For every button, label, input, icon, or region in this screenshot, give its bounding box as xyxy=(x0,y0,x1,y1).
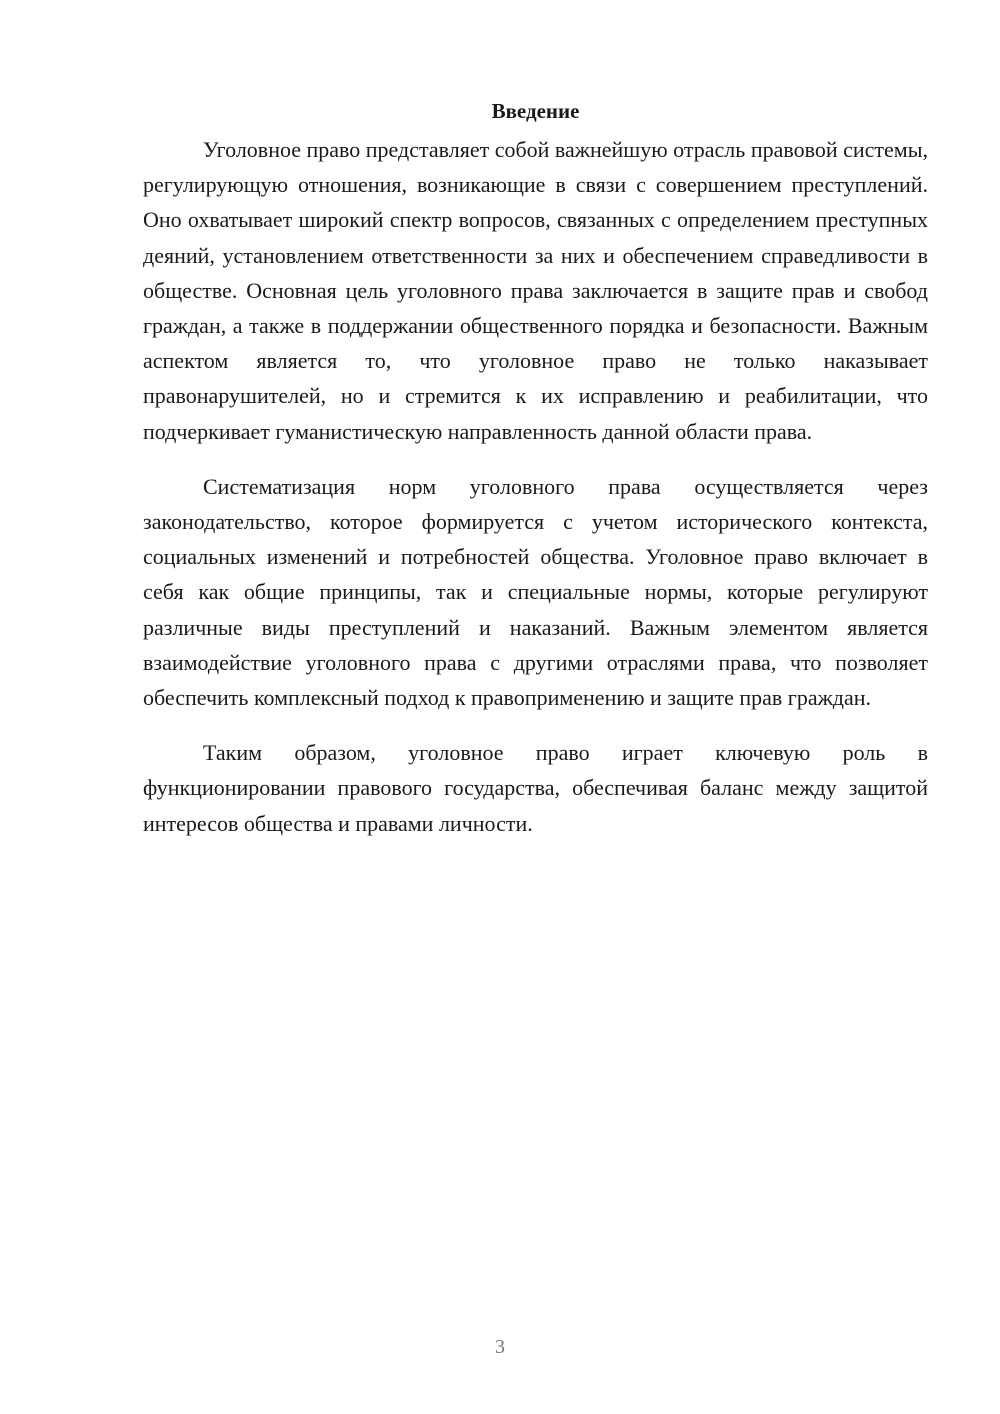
paragraph-2: Систематизация норм уголовного права осуществляется через законодательство, которое формируется с учетом исторического контекста, социальных изменений и потребностей общества. Уголовное право включает в себя как общие принципы, так и специальные нормы, которые регулируют различные виды преступлений и наказаний. Важным элементом является взаимодействие уголовного права с другими отраслями права, что позволяет обеспечить комплексный подход к правоприменению и защите прав граждан. xyxy=(143,473,928,711)
page-content xyxy=(143,96,928,841)
page-number: 3 xyxy=(495,1336,505,1358)
paragraph-1: Уголовное право представляет собой важнейшую отрасль правовой системы, регулирующую отношения, возникающие в связи с совершением преступлений. Оно охватывает широкий спектр вопросов, связанных с определением преступных деяний, установлением ответственности за них и обеспечением справедливости в обществе. Основная цель уголовного права заключается в защите прав и свобод граждан, а также в поддержании общественного порядка и безопасности. Важным аспектом является то, что уголовное право не только наказывает правонарушителей, но и стремится к их исправлению и реабилитации, что подчеркивает гуманистическую направленность данной области права. xyxy=(143,137,928,444)
paragraph-3: Таким образом, уголовное право играет ключевую роль в функционировании правового государства, обеспечивая баланс между защитой интересов общества и правами личности. xyxy=(143,740,928,836)
section-title: Введение xyxy=(491,99,580,123)
